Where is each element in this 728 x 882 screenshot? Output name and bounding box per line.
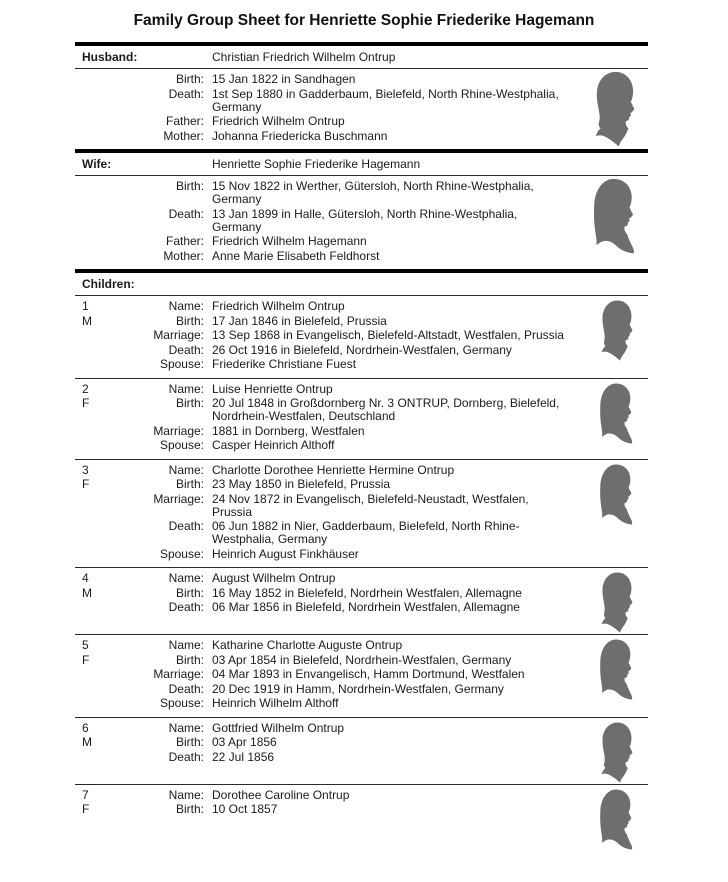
field-value: Charlotte Dorothee Henriette Hermine Ontrup	[212, 462, 455, 477]
child-sex: F	[82, 802, 90, 816]
field-row	[75, 683, 648, 696]
wife-details	[75, 176, 648, 269]
field-value: 06 Jun 1882 in Nier, Gadderbaum, Bielefeld, North Rhine-Westphalia, Germany	[212, 519, 520, 546]
field-label: Birth:	[175, 179, 204, 193]
field-row	[75, 803, 648, 816]
child-sex: F	[82, 396, 90, 410]
field-row	[75, 464, 648, 477]
husband-name: Christian Friedrich Wilhelm Ontrup	[212, 50, 396, 64]
field-label: Birth:	[175, 802, 204, 816]
field-value: 06 Mar 1856 in Bielefeld, Nordrhein Westfalen, Allemagne	[212, 600, 520, 614]
field-value: 04 Mar 1893 in Envangelisch, Hamm Dortmund, Westfalen	[212, 667, 525, 681]
field-label: Father:	[165, 114, 204, 128]
field-row	[75, 697, 648, 710]
child-fields	[75, 383, 648, 453]
field-row	[75, 587, 648, 600]
children-header-row	[75, 273, 648, 295]
field-row	[75, 358, 648, 371]
field-label: Marriage:	[153, 423, 204, 438]
field-label: Name:	[168, 571, 204, 585]
field-value: 03 Apr 1854 in Bielefeld, Nordrhein-Westfalen, Germany	[212, 652, 512, 667]
field-value: 17 Jan 1846 in Bielefeld, Prussia	[212, 313, 387, 328]
field-value: Heinrich Wilhelm Althoff	[212, 696, 339, 710]
field-value: Gottfried Wilhelm Ontrup	[212, 720, 345, 735]
field-label: Birth:	[175, 735, 204, 749]
field-value: 1st Sep 1880 in Gadderbaum, Bielefeld, North Rhine-Westphalia, Germany	[212, 86, 559, 114]
female-silhouette-icon	[597, 638, 641, 700]
field-value: Dorothee Caroline Ontrup	[212, 787, 350, 802]
field-label: Name:	[168, 462, 204, 477]
field-value: Anne Marie Elisabeth Feldhorst	[212, 248, 380, 263]
field-label: Marriage:	[153, 328, 204, 342]
child-number: 2	[82, 381, 89, 396]
female-silhouette-icon	[597, 788, 641, 850]
husband-header-row	[75, 46, 648, 68]
field-row	[75, 736, 648, 749]
child-number: 7	[82, 787, 89, 802]
male-silhouette-icon	[597, 721, 641, 783]
child-sex: M	[82, 585, 92, 600]
male-silhouette-icon	[590, 70, 645, 147]
field-label: Death:	[168, 600, 204, 614]
child-number: 6	[82, 720, 89, 735]
field-row	[75, 493, 648, 519]
field-row	[75, 397, 648, 423]
field-value: 13 Jan 1899 in Halle, Gütersloh, North Rhine-Westphalia, Germany	[212, 206, 518, 234]
child-sex: F	[82, 652, 90, 667]
field-value: 16 May 1852 in Bielefeld, Nordrhein Westfalen, Allemagne	[212, 585, 522, 600]
child-sex: M	[82, 735, 92, 749]
child-row	[75, 568, 648, 635]
field-value: Heinrich August Finkhäuser	[212, 546, 359, 561]
child-fields	[75, 300, 648, 371]
child-sex: M	[82, 313, 92, 328]
field-value: 03 Apr 1856	[212, 735, 277, 749]
field-row	[75, 344, 648, 357]
field-row	[75, 208, 648, 234]
field-value: Johanna Friedericka Buschmann	[212, 128, 388, 143]
field-row	[75, 88, 648, 114]
field-value: Casper Heinrich Althoff	[212, 438, 335, 452]
field-label: Name:	[168, 787, 204, 802]
field-label: Death:	[168, 342, 204, 357]
child-number: 5	[82, 638, 89, 652]
field-row	[75, 572, 648, 585]
field-row	[75, 601, 648, 614]
field-label: Spouse:	[159, 438, 204, 452]
child-sex: F	[82, 477, 90, 491]
wife-name: Henriette Sophie Friederike Hagemann	[212, 157, 421, 171]
husband-label: Husband:	[82, 50, 138, 64]
field-label: Mother:	[163, 128, 204, 143]
field-row	[75, 478, 648, 491]
field-label: Marriage:	[153, 667, 204, 681]
field-value: 10 Oct 1857	[212, 802, 278, 816]
field-row	[75, 520, 648, 546]
field-row	[75, 180, 648, 206]
male-silhouette-icon	[597, 299, 641, 361]
field-row	[75, 383, 648, 396]
field-value: 1881 in Dornberg, Westfalen	[212, 423, 365, 438]
female-silhouette-icon	[590, 177, 645, 254]
child-row	[75, 635, 648, 718]
field-label: Birth:	[175, 477, 204, 491]
female-silhouette-icon	[597, 382, 641, 444]
field-value: 24 Nov 1872 in Evangelisch, Bielefeld-Neustadt, Westfalen, Prussia	[212, 491, 529, 519]
field-row	[75, 751, 648, 764]
child-row	[75, 379, 648, 460]
child-fields	[75, 789, 648, 817]
field-value: 20 Dec 1919 in Hamm, Nordrhein-Westfalen, Germany	[212, 681, 504, 696]
field-value: Katharine Charlotte Auguste Ontrup	[212, 638, 403, 652]
child-fields	[75, 464, 648, 561]
field-row	[75, 250, 648, 263]
field-value: August Wilhelm Ontrup	[212, 571, 336, 585]
field-label: Birth:	[175, 313, 204, 328]
child-fields	[75, 639, 648, 710]
field-value: 13 Sep 1868 in Evangelisch, Bielefeld-Altstadt, Westfalen, Prussia	[212, 328, 564, 342]
field-value: Friedrich Wilhelm Ontrup	[212, 114, 345, 128]
field-label: Spouse:	[159, 546, 204, 561]
field-label: Name:	[168, 299, 204, 313]
child-row	[75, 785, 648, 851]
children-list	[75, 296, 648, 851]
field-row	[75, 425, 648, 438]
field-row	[75, 235, 648, 248]
wife-header-row	[75, 153, 648, 175]
field-row	[75, 639, 648, 652]
field-label: Death:	[168, 519, 204, 533]
field-label: Mother:	[163, 248, 204, 263]
child-row	[75, 296, 648, 379]
field-row	[75, 654, 648, 667]
child-number: 4	[82, 571, 89, 585]
field-value: 15 Jan 1822 in Sandhagen	[212, 72, 356, 86]
field-label: Death:	[168, 681, 204, 696]
field-label: Father:	[165, 234, 204, 248]
field-value: Luise Henriette Ontrup	[212, 381, 333, 396]
field-label: Spouse:	[159, 357, 204, 371]
child-row	[75, 460, 648, 569]
husband-details	[75, 69, 648, 149]
field-label: Birth:	[175, 652, 204, 667]
sheet-table	[75, 42, 648, 851]
field-label: Death:	[168, 86, 204, 101]
page-title: Family Group Sheet for Henriette Sophie Friederike Hagemann	[133, 12, 595, 29]
field-value: 26 Oct 1916 in Bielefeld, Nordrhein-Westfalen, Germany	[212, 342, 512, 357]
field-row	[75, 115, 648, 128]
field-row	[75, 668, 648, 681]
field-label: Death:	[168, 206, 204, 221]
field-row	[75, 315, 648, 328]
field-label: Birth:	[175, 396, 204, 410]
field-row	[75, 300, 648, 313]
field-row	[75, 789, 648, 802]
field-label: Name:	[168, 720, 204, 735]
field-row	[75, 548, 648, 561]
field-label: Name:	[168, 638, 204, 652]
field-row	[75, 722, 648, 735]
field-value: Friederike Christiane Fuest	[212, 357, 357, 371]
female-silhouette-icon	[597, 463, 641, 525]
child-row	[75, 718, 648, 785]
child-number: 1	[82, 299, 89, 313]
field-label: Spouse:	[159, 696, 204, 710]
field-label: Name:	[168, 381, 204, 396]
child-fields	[75, 572, 648, 614]
field-label: Birth:	[175, 72, 204, 86]
field-value: 20 Jul 1848 in Großdornberg Nr. 3 ONTRUP, Dornberg, Bielefeld, Nordrhein-Westfalen, Deutschland	[212, 396, 560, 423]
child-fields	[75, 722, 648, 764]
field-label: Death:	[168, 749, 204, 764]
wife-section	[75, 149, 648, 269]
husband-section	[75, 42, 648, 149]
field-row	[75, 130, 648, 143]
field-value: 23 May 1850 in Bielefeld, Prussia	[212, 477, 391, 491]
male-silhouette-icon	[597, 571, 641, 633]
children-label: Children:	[82, 277, 135, 291]
field-label: Birth:	[175, 585, 204, 600]
field-label: Marriage:	[153, 491, 204, 506]
child-number: 3	[82, 462, 89, 477]
field-value: Friedrich Wilhelm Hagemann	[212, 234, 367, 248]
children-section	[75, 269, 648, 851]
field-row	[75, 439, 648, 452]
field-value: Friedrich Wilhelm Ontrup	[212, 299, 345, 313]
wife-label: Wife:	[82, 157, 112, 171]
field-row	[75, 73, 648, 86]
field-row	[75, 329, 648, 342]
field-value: 22 Jul 1856	[212, 749, 275, 764]
field-value: 15 Nov 1822 in Werther, Gütersloh, North Rhine-Westphalia, Germany	[212, 179, 534, 206]
